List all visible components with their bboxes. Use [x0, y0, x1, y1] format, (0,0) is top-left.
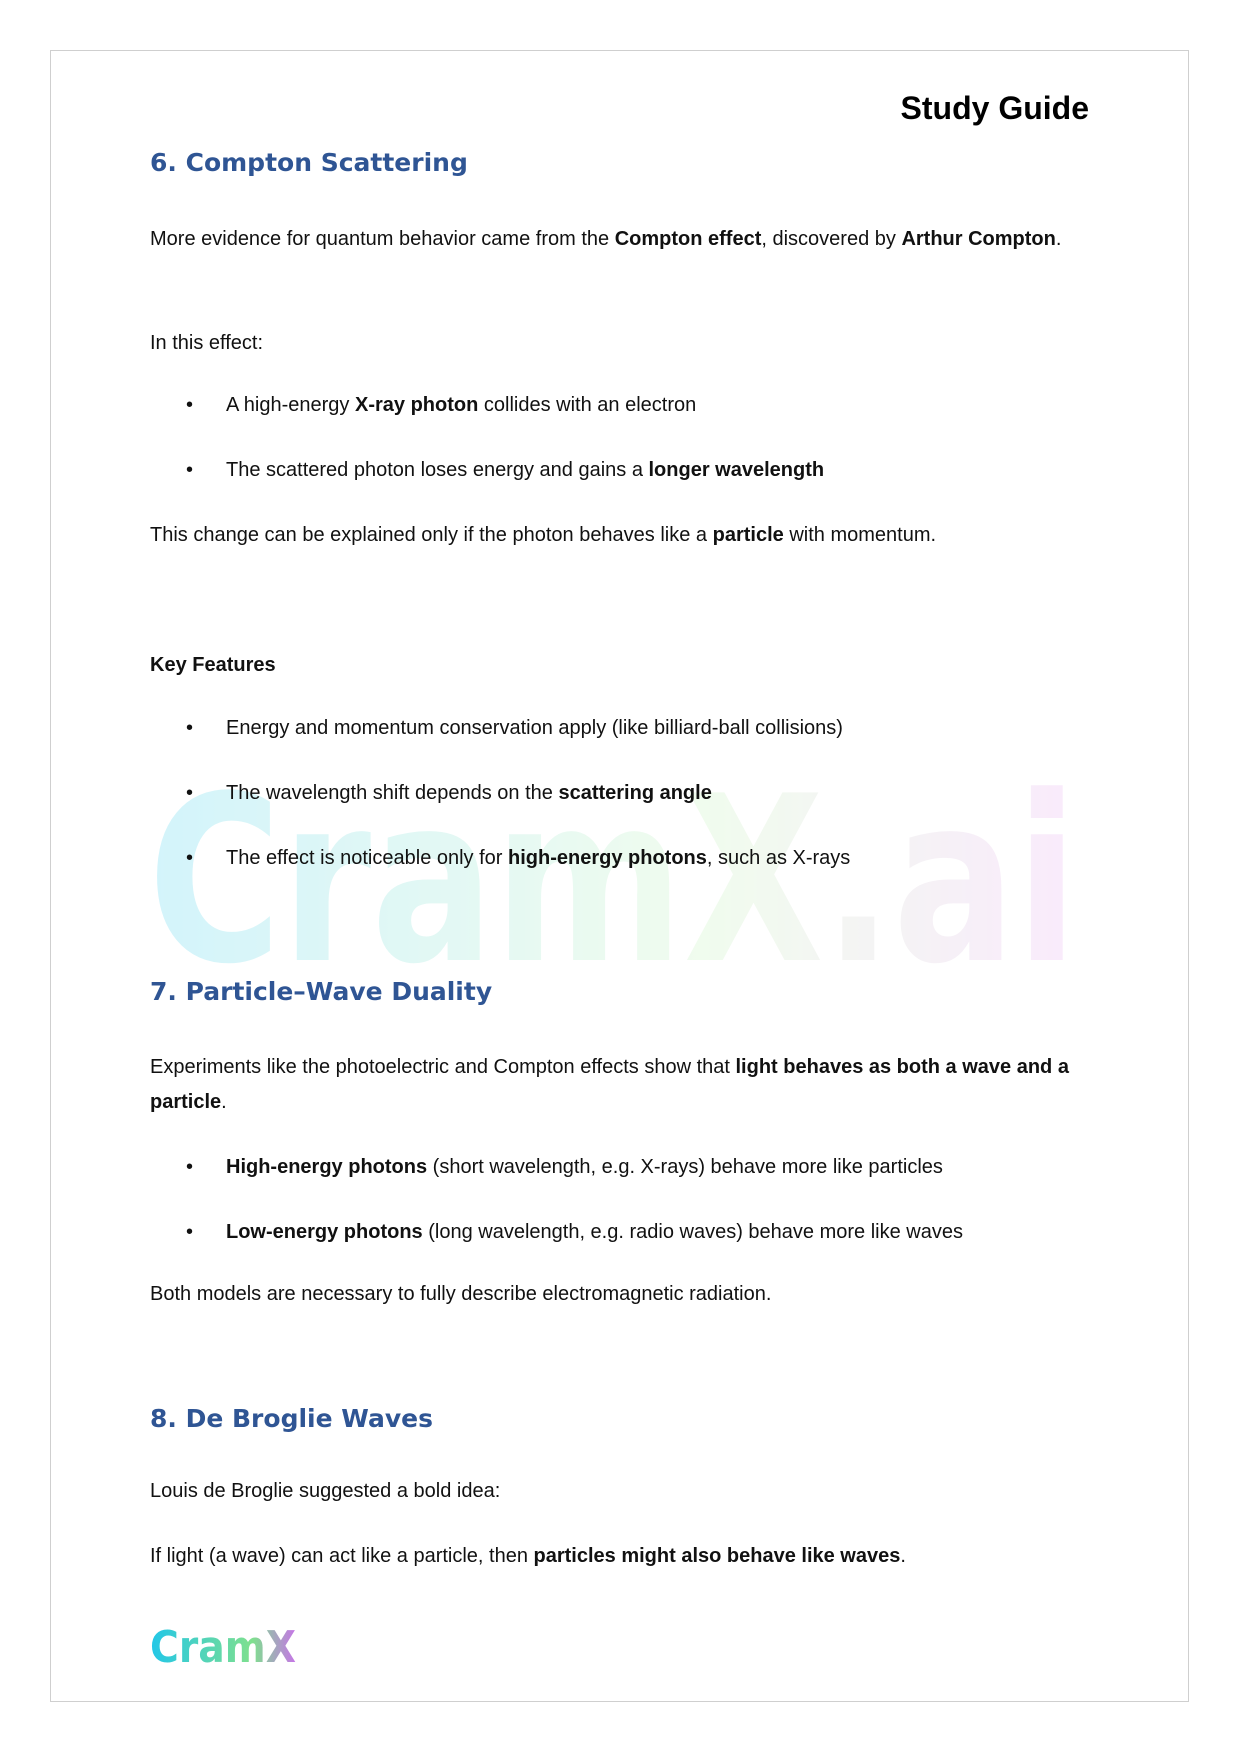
- section-heading-duality: 7. Particle–Wave Duality: [150, 977, 493, 1006]
- section-heading-compton: 6. Compton Scattering: [150, 148, 468, 177]
- bullet-marker: •: [186, 717, 194, 739]
- page-border: [50, 50, 1189, 1702]
- duality-conclusion: Both models are necessary to fully describe electromagnetic radiation.: [150, 1283, 772, 1305]
- de-broglie-idea: If light (a wave) can act like a particle, then particles might also behave like waves.: [150, 1545, 906, 1567]
- section-heading-de-broglie: 8. De Broglie Waves: [150, 1404, 433, 1433]
- svg-text:CramX.ai: CramX.ai: [148, 760, 1078, 1000]
- bullet-marker: •: [186, 394, 194, 416]
- compton-intro: More evidence for quantum behavior came from the Compton effect, discovered by Arthur Compton.: [150, 228, 1062, 250]
- page-title: Study Guide: [900, 90, 1089, 126]
- in-this-effect-text: In this effect:: [150, 332, 264, 354]
- svg-text:CramX: CramX: [150, 1622, 297, 1670]
- bullet-marker: •: [186, 1156, 194, 1178]
- duality-intro: Experiments like the photoelectric and Compton effects show that light behaves as both a wave and a particle.: [150, 1056, 1069, 1113]
- bullet-marker: •: [186, 847, 194, 869]
- de-broglie-intro: Louis de Broglie suggested a bold idea:: [150, 1480, 501, 1502]
- bullet-marker: •: [186, 1221, 194, 1243]
- bullet-marker: •: [186, 782, 194, 804]
- key-features-heading: Key Features: [150, 654, 276, 676]
- bullet-marker: •: [186, 459, 194, 481]
- cramx-logo: [150, 1620, 300, 1670]
- compton-conclusion: This change can be explained only if the photon behaves like a particle with momentum.: [150, 524, 937, 546]
